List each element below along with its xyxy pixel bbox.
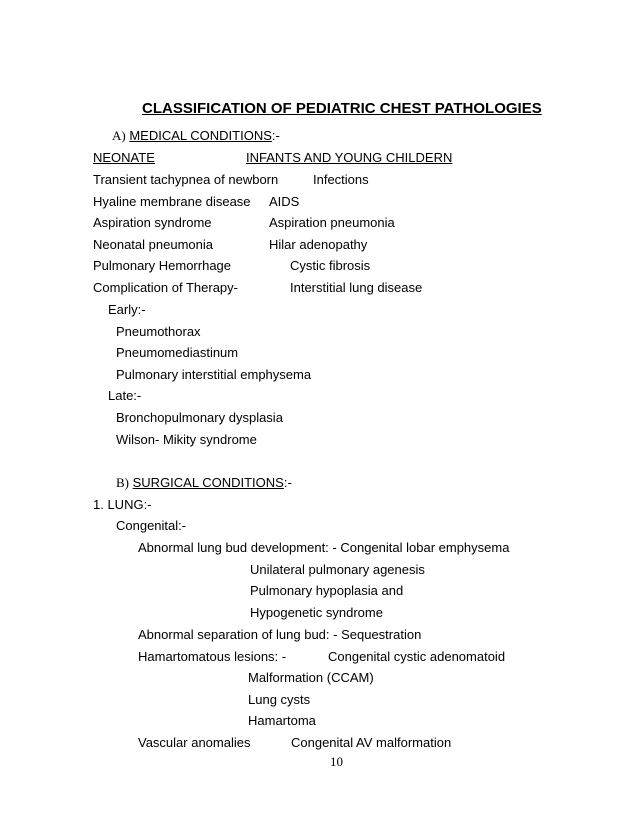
column-header-infants: INFANTS AND YOUNG CHILDERN <box>246 150 453 165</box>
hamartomatous-item: Malformation (CCAM) <box>248 670 374 685</box>
neonate-item: Transient tachypnea of newborn <box>93 172 279 187</box>
section-b-marker: B) <box>116 475 129 490</box>
lung-heading: 1. LUNG:- <box>93 497 152 512</box>
section-a-label: MEDICAL CONDITIONS <box>129 128 272 143</box>
bud-development-label: Abnormal lung bud development: - <box>138 540 341 555</box>
late-item: Bronchopulmonary dysplasia <box>116 410 283 425</box>
early-item: Pneumomediastinum <box>116 345 239 360</box>
separation-row <box>138 627 421 642</box>
hamartomatous-label: Hamartomatous lesions: - <box>138 649 287 664</box>
infant-item: AIDS <box>269 194 300 209</box>
infant-item: Hilar adenopathy <box>269 237 368 252</box>
congenital-label: Congenital:- <box>116 518 187 533</box>
vascular-label: Vascular anomalies <box>138 735 251 750</box>
page-title: CLASSIFICATION OF PEDIATRIC CHEST PATHOLOGIES <box>142 100 542 117</box>
infant-item: Cystic fibrosis <box>290 258 371 273</box>
section-b-suffix: :- <box>283 475 292 490</box>
neonate-item: Hyaline membrane disease <box>93 194 251 209</box>
section-a-heading <box>112 128 280 143</box>
neonate-item: Neonatal pneumonia <box>93 237 213 252</box>
infant-item: Aspiration pneumonia <box>269 215 395 230</box>
section-a-suffix: :- <box>271 128 280 143</box>
bud-development-item: Unilateral pulmonary agenesis <box>250 562 425 577</box>
bud-development-row <box>138 540 509 555</box>
late-item: Wilson- Mikity syndrome <box>116 432 257 447</box>
infant-item: Infections <box>313 172 369 187</box>
neonate-item: Pulmonary Hemorrhage <box>93 258 232 273</box>
separation-item: Sequestration <box>341 627 422 642</box>
hamartomatous-item: Lung cysts <box>248 692 311 707</box>
infant-item: Interstitial lung disease <box>290 280 423 295</box>
separation-label: Abnormal separation of lung bud: - <box>138 627 342 642</box>
vascular-item: Congenital AV malformation <box>291 735 452 750</box>
section-b-heading <box>116 475 292 490</box>
section-b-label: SURGICAL CONDITIONS <box>132 475 284 490</box>
early-item: Pneumothorax <box>116 324 201 339</box>
section-a-marker: A) <box>112 128 126 143</box>
page-number: 10 <box>330 754 343 769</box>
early-item: Pulmonary interstitial emphysema <box>116 367 312 382</box>
bud-development-item: Pulmonary hypoplasia and <box>250 583 404 598</box>
hamartomatous-item: Congenital cystic adenomatoid <box>328 649 506 664</box>
late-label: Late:- <box>108 388 142 403</box>
bud-development-item: Congenital lobar emphysema <box>340 540 510 555</box>
neonate-item: Complication of Therapy- <box>93 280 238 295</box>
early-label: Early:- <box>108 302 146 317</box>
column-header-neonate: NEONATE <box>93 150 155 165</box>
bud-development-item: Hypogenetic syndrome <box>250 605 383 620</box>
hamartomatous-item: Hamartoma <box>248 713 316 728</box>
neonate-item: Aspiration syndrome <box>93 215 212 230</box>
